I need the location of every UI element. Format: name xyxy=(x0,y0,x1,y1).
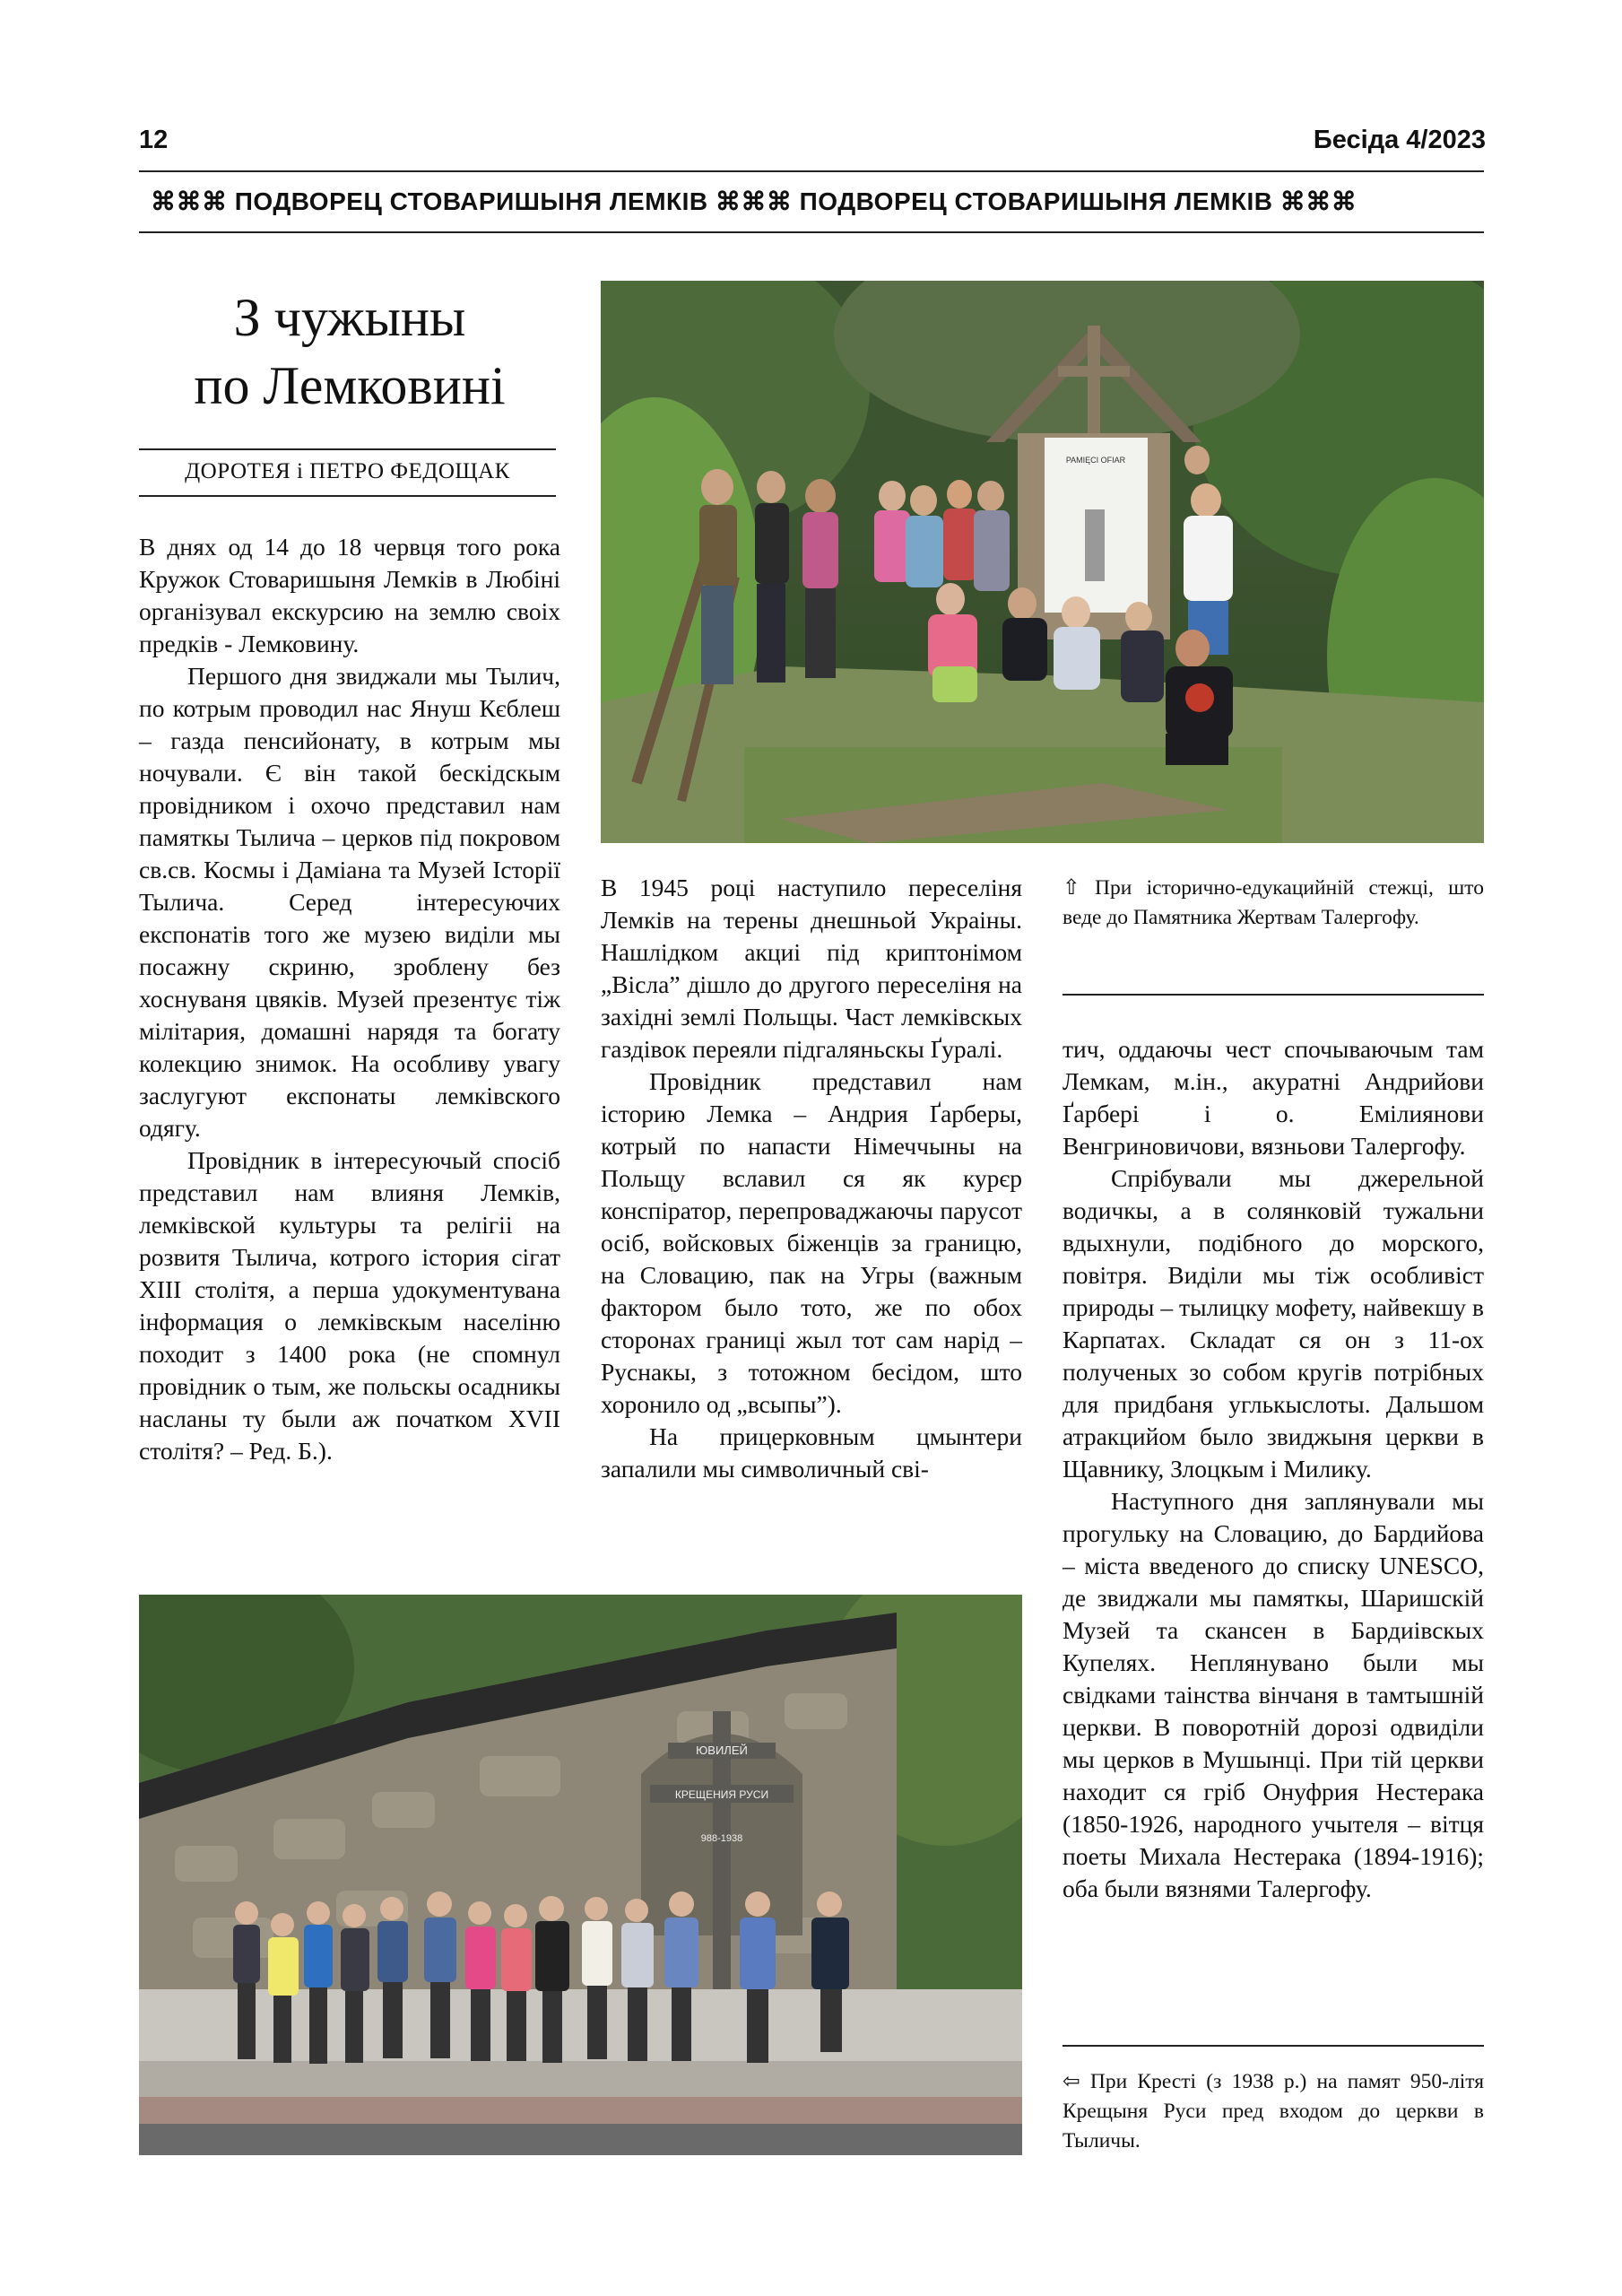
caption-bottom-photo: ⇦ При Кресті (з 1938 р.) на памят 950-літя Крещыня Руси пред входом до церкви в Тыличы. xyxy=(1063,2070,1484,2152)
header-rule-top xyxy=(139,170,1484,172)
article-title xyxy=(139,283,560,420)
caption-top-photo: ⇧ При історично-едукацийній стежці, што веде до Памятника Жертвам Талергофу. xyxy=(1063,876,1484,929)
article-title-line2: по Лемковині xyxy=(194,356,506,415)
col3-paragraph-2: Спрібували мы джерельной водичкы, а в солянковій тужальни вдыхнули, подібного до морского, повітря. Виділи мы тіж особливіст природы – тылицку мофету, найвекшу в Карпатах. Складат ся он з 11-ох полученых зо собом кругів потрібных для придбаня углькыслоты. Дальшом атракцийом было звиджыня церкви в Щавнику, Злоцкым і Милику. xyxy=(1063,1164,1484,1483)
col3-paragraph-3: Наступного дня заплянували мы прогульку на Словацию, до Бардийова – міста введеного до списку UNESCO, де звиджали мы памяткы, Шаришскій Музей та скансен в Бардиівскых Купелях. Неплянувано были мы свідками таінства вінчаня в тамтышній церкви. В поворотній дорозі одвиділи мы церков в Мушынці. При тій церкви находит ся гріб Онуфрия Нестерака (1850-1926, народного учытеля – вітця поеты Михала Нестерака (1894-1916); оба были вязнями Талергофу. xyxy=(1063,1487,1484,1902)
byline-rule-bottom xyxy=(139,495,556,497)
col2-paragraph-2: Провідник представил нам історию Лемка – Андрия Ґарбеpы, котрый по напасти Німеччыны на Польщу вславил ся як курєр конспіратор, перепроваджаючы парусот осіб, войсковых біженців за границю, на Словацию, пак на Угры (важным фактором было тото, же по обох сторонах границі жыл тот сам нарід – Руснакы, з тотожном бесідом, што хоронило од „всыпы”). xyxy=(601,1067,1022,1418)
cross-text-3: 988-1938 xyxy=(700,1833,743,1844)
board-title: PAMIĘCI OFIAR xyxy=(1065,456,1126,465)
cross-text-1: ЮВИЛЕЙ xyxy=(696,1744,748,1757)
col1-paragraph-2: Першого дня звиджали мы Тылич, по котрым проводил нас Януш Кєблеш – газда пенсийонату, в котрым мы ночували. Є він такой бескідскым провідником і охочо представил нам памяткы Тылича – церков під покровом св.св. Космы і Даміана та Музей Історії Тылича. Серед інтересуючих експонатів того же музею виділи мы посажну скриню, зроблену без хоснуваня цвяків. Музей презентує тіж мілітария, домашні нарядя та богату колекцию знимок. На особливу увагу заслугуют експонаты лемківского одягу. xyxy=(139,662,560,1142)
col2-paragraph-1: В 1945 році наступило переселіня Лемків на терены днешньой Украіны. Нашлідком акциі під криптонімом „Вісла” дішло до другого переселіня на західні землі Польщы. Част лемківскых газдівок переяли підгаляньскы Ґуралі. xyxy=(601,874,1022,1063)
column-2 xyxy=(601,872,1022,1485)
byline: ДОРОТЕЯ і ПЕТРО ФЕДОЩАК xyxy=(185,459,510,483)
col1-paragraph-3: Провідник в інтересуючый спосіб представил нам влияня Лемків, лемківской культуры та релігіі на розвитя Тылича, котрого істория сігат XIII столітя, а перша удокументувана інформация о лемківскым населіню походит з 1400 рока (не спомнул провідник о тым, же польскы осадникы насланы ту были аж початком XVII столітя? – Ред. Б.). xyxy=(139,1146,560,1465)
col3-paragraph-1: тич, оддаючы чест спочываючым там Лемкам, м.ін., акуратні Андрийови Ґарбері і о. Емілиянови Венгриновичови, вязньови Талергофу. xyxy=(1063,1035,1484,1160)
caption-rule xyxy=(1063,994,1484,996)
header-rule-bottom xyxy=(139,231,1484,233)
page-number: 12 xyxy=(139,126,169,154)
byline-rule-top xyxy=(139,448,556,450)
photo-cross-group xyxy=(139,1595,1022,2155)
col2-paragraph-3: На прицерковным цмынтери запалили мы символичный сві- xyxy=(601,1422,1022,1483)
issue-label: Бесіда 4/2023 xyxy=(1313,126,1486,154)
column-3 xyxy=(1063,1033,1484,1905)
article-title-line1: З чужыны xyxy=(233,288,466,347)
caption-rule-2 xyxy=(1063,2045,1484,2047)
col1-paragraph-1: В днях од 14 до 18 червця того рока Кружок Стоваришыня Лемків в Любіні організувал екскурсию на землю своіх предків - Лемковину. xyxy=(139,533,560,657)
photo-monument-group xyxy=(601,281,1484,843)
column-1 xyxy=(139,531,560,1467)
section-band: ⌘⌘⌘ ПОДВОРЕЦ СТОВАРИШЫНЯ ЛЕМКІВ ⌘⌘⌘ ПОДВОРЕЦ СТОВАРИШЫНЯ ЛЕМКІВ ⌘⌘⌘ xyxy=(151,187,1357,215)
cross-text-2: КРЕЩЕНИЯ РУСИ xyxy=(674,1788,769,1801)
